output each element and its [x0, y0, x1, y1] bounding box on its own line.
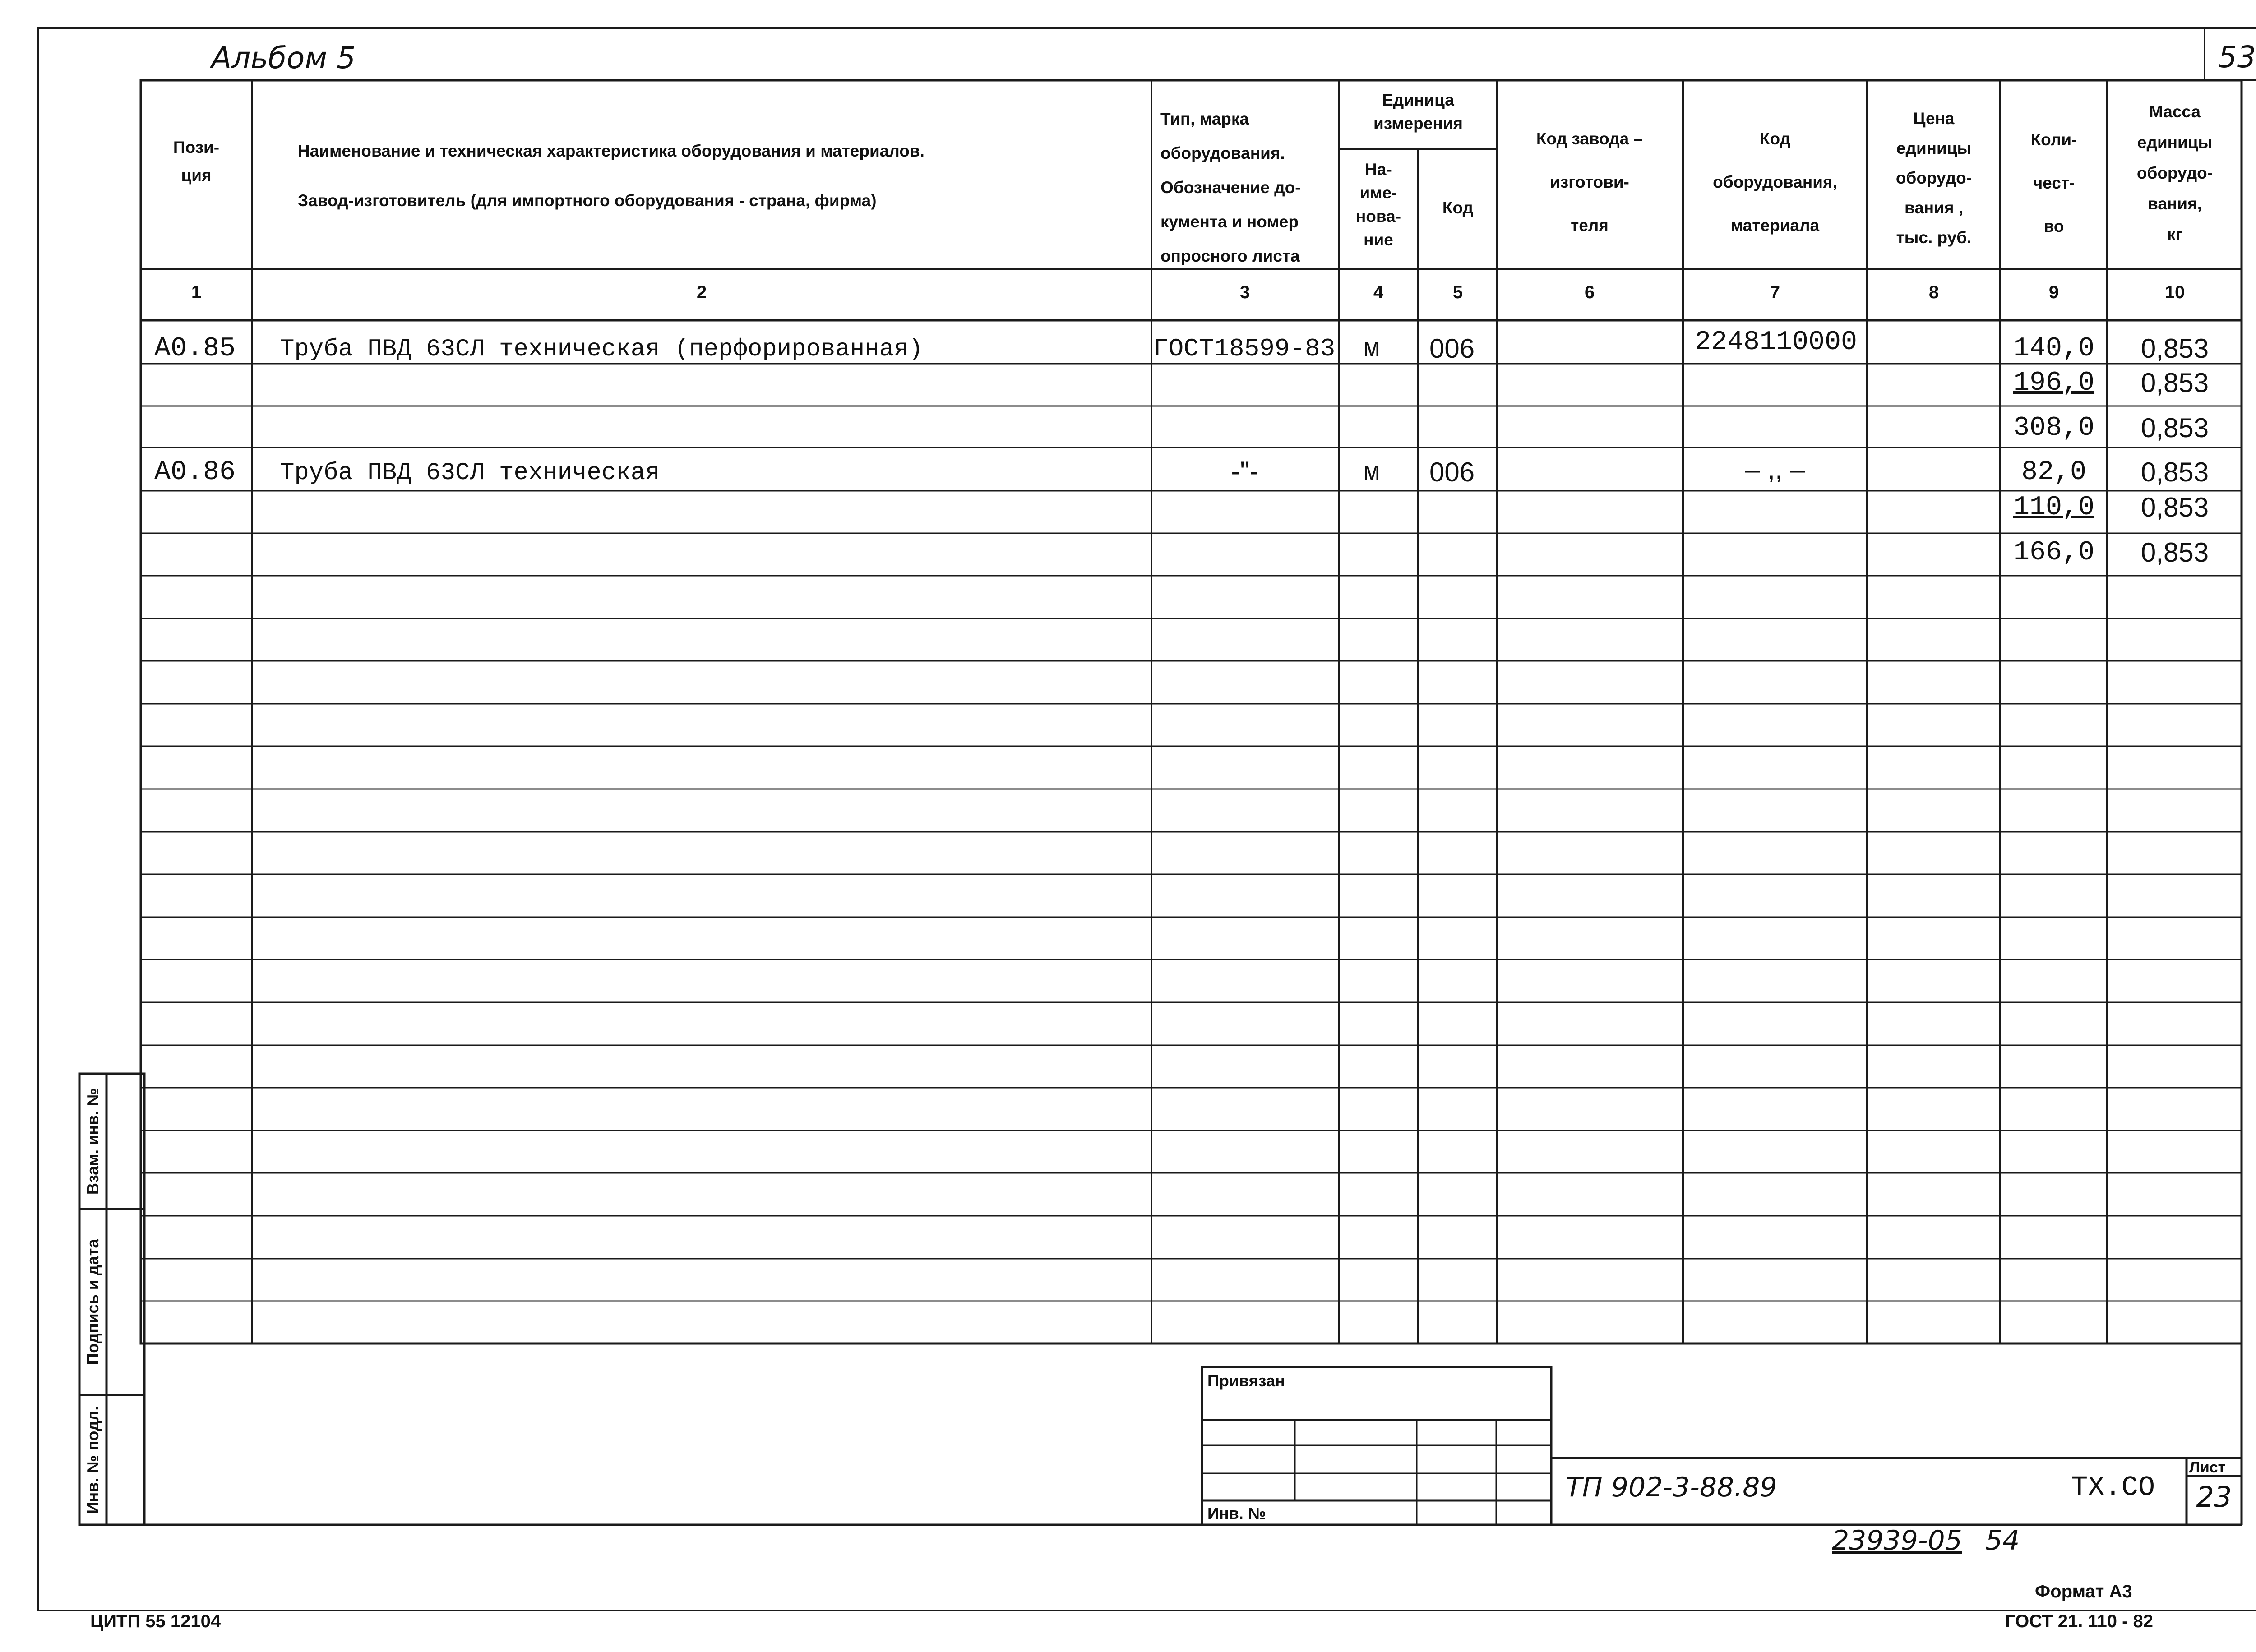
header-price: Цена единицы оборудо- вания , тыс. руб.	[1895, 109, 1972, 247]
row4-quantity: 82,0	[2021, 457, 2087, 488]
header-type: Тип, марка оборудования. Обозначение до- кумента и номер опросного листа	[1160, 110, 1301, 265]
archive-number: 23939-05	[1832, 1525, 1962, 1556]
header-unit-group: Единица измерения	[1373, 91, 1463, 133]
format-label: Формат А3	[2035, 1582, 2132, 1601]
row2-mass: 0,853	[2140, 368, 2209, 398]
col-num-9: 9	[2048, 282, 2059, 302]
side-label-inventory: Инв. № подл.	[83, 1406, 102, 1514]
col-num-2: 2	[696, 282, 707, 302]
row1-equipment-code: 2248110000	[1695, 327, 1858, 358]
row6-mass: 0,853	[2140, 537, 2209, 568]
header-position: Пози- ция	[173, 138, 220, 185]
page-number: 53	[2218, 40, 2256, 74]
row2-quantity: 196,0	[2013, 368, 2095, 398]
header-unit-code: Код	[1442, 198, 1474, 217]
header-mass: Масса единицы оборудо- вания, кг	[2136, 102, 2213, 244]
printer-label: ЦИТП 55 12104	[90, 1611, 221, 1631]
standard-label: ГОСТ 21. 110 - 82	[2005, 1611, 2153, 1631]
col-num-1: 1	[191, 282, 202, 302]
col-num-8: 8	[1928, 282, 1939, 302]
header-unit-name: На- име- нова- ние	[1355, 160, 1401, 249]
col-num-5: 5	[1452, 282, 1463, 302]
row4-name: Труба ПВД 63СЛ техническая	[280, 459, 660, 487]
row4-position: А0.86	[154, 457, 236, 488]
album-label: Альбом 5	[211, 41, 356, 75]
stamp-inv-no: Инв. №	[1207, 1504, 1266, 1523]
row6-quantity: 166,0	[2013, 537, 2095, 568]
row3-mass: 0,853	[2140, 413, 2209, 443]
col-num-10: 10	[2164, 282, 2185, 302]
row5-mass: 0,853	[2140, 492, 2209, 522]
row3-quantity: 308,0	[2013, 413, 2095, 443]
row1-quantity: 140,0	[2013, 333, 2095, 364]
row1-name: Труба ПВД 63СЛ техническая (перфорированная)	[280, 336, 923, 363]
side-label-replacement: Взам. инв. №	[83, 1088, 102, 1195]
stamp-bound: Привязан	[1207, 1371, 1285, 1390]
stamp-sheet-number: 23	[2196, 1481, 2232, 1514]
row1-position: А0.85	[154, 333, 236, 364]
header-name: Наименование и техническая характеристика оборудования и материалов. Завод-изготовитель (для импортного оборудования - страна, фирма)	[298, 142, 925, 210]
header-quantity: Коли- чест- во	[2030, 130, 2077, 235]
header-factory-code: Код завода – изготови- теля	[1536, 129, 1643, 235]
row4-mass: 0,853	[2140, 457, 2209, 487]
stamp-section: ТХ.СО	[2071, 1472, 2155, 1504]
col-num-4: 4	[1373, 282, 1384, 302]
stamp-doc-code: ТП 902-3-88.89	[1566, 1472, 1777, 1503]
row4-equipment-code: – ,, –	[1745, 454, 1805, 485]
col-num-7: 7	[1770, 282, 1780, 302]
side-label-signature: Подпись и дата	[83, 1239, 102, 1365]
header-equipment-code: Код оборудования, материала	[1713, 129, 1837, 235]
row4-code: 006	[1429, 457, 1475, 487]
row1-unit: м	[1364, 334, 1380, 365]
stamp-sheet-label: Лист	[2189, 1459, 2226, 1476]
col-num-6: 6	[1584, 282, 1595, 302]
row1-doc: ГОСТ18599-83	[1153, 334, 1336, 363]
row1-code: 006	[1429, 333, 1475, 364]
archive-page: 54	[1985, 1525, 2020, 1556]
col-num-3: 3	[1239, 282, 1250, 302]
row1-mass: 0,853	[2140, 333, 2209, 364]
row4-doc: -"-	[1231, 456, 1259, 486]
row4-unit: м	[1364, 458, 1380, 489]
row5-quantity: 110,0	[2013, 492, 2095, 523]
